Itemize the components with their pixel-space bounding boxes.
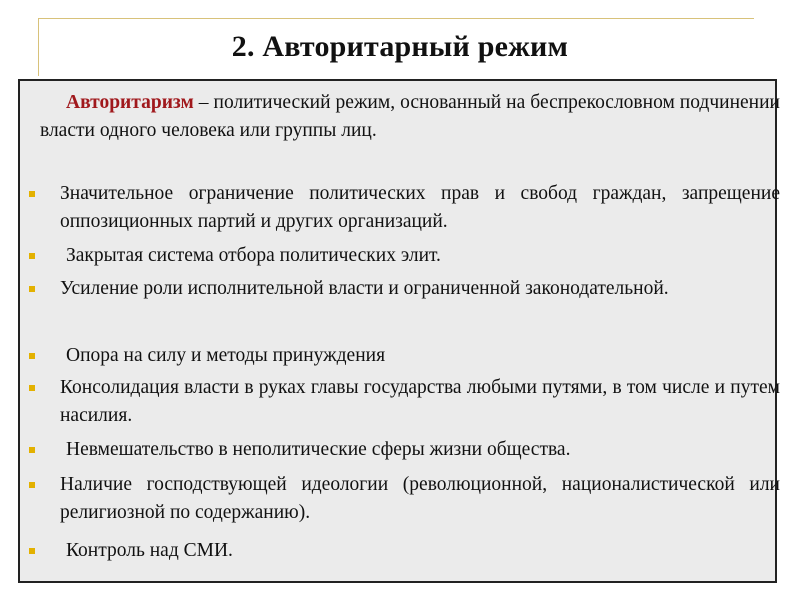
bullet-square-icon: [29, 286, 35, 292]
slide-title: 2. Авторитарный режим: [231, 30, 569, 63]
list-item-text: Опора на силу и методы принуждения: [66, 345, 386, 366]
decorative-top-line: [38, 18, 754, 19]
definition-text: – политический режим, основанный на беспрекословном подчинении власти одного человека или группы лиц.: [40, 92, 780, 141]
list-item-text: Наличие господствующей идеологии (революционной, националистической или религиозной по содержанию).: [60, 474, 780, 523]
list-item-text: Значительное ограничение политических прав и свобод граждан, запрещение оппозиционных партий и других организаций.: [60, 183, 780, 232]
list-item-text: Усиление роли исполнительной власти и ограниченной законодательной.: [60, 278, 669, 299]
list-item-text: Контроль над СМИ.: [66, 540, 233, 561]
bullet-square-icon: [29, 548, 35, 554]
list-item-text: Закрытая система отбора политических элит.: [66, 245, 441, 266]
bullet-square-icon: [29, 253, 35, 259]
bullet-square-icon: [29, 191, 35, 197]
bullet-square-icon: [29, 385, 35, 391]
bullet-square-icon: [29, 482, 35, 488]
bullet-square-icon: [29, 447, 35, 453]
list-item-text: Консолидация власти в руках главы государства любыми путями, в том числе и путем насилия.: [60, 377, 780, 426]
definition-term: Авторитаризм: [66, 92, 194, 113]
bullet-square-icon: [29, 353, 35, 359]
list-item-text: Невмешательство в неполитические сферы жизни общества.: [66, 439, 571, 460]
definition-paragraph: [40, 89, 780, 145]
